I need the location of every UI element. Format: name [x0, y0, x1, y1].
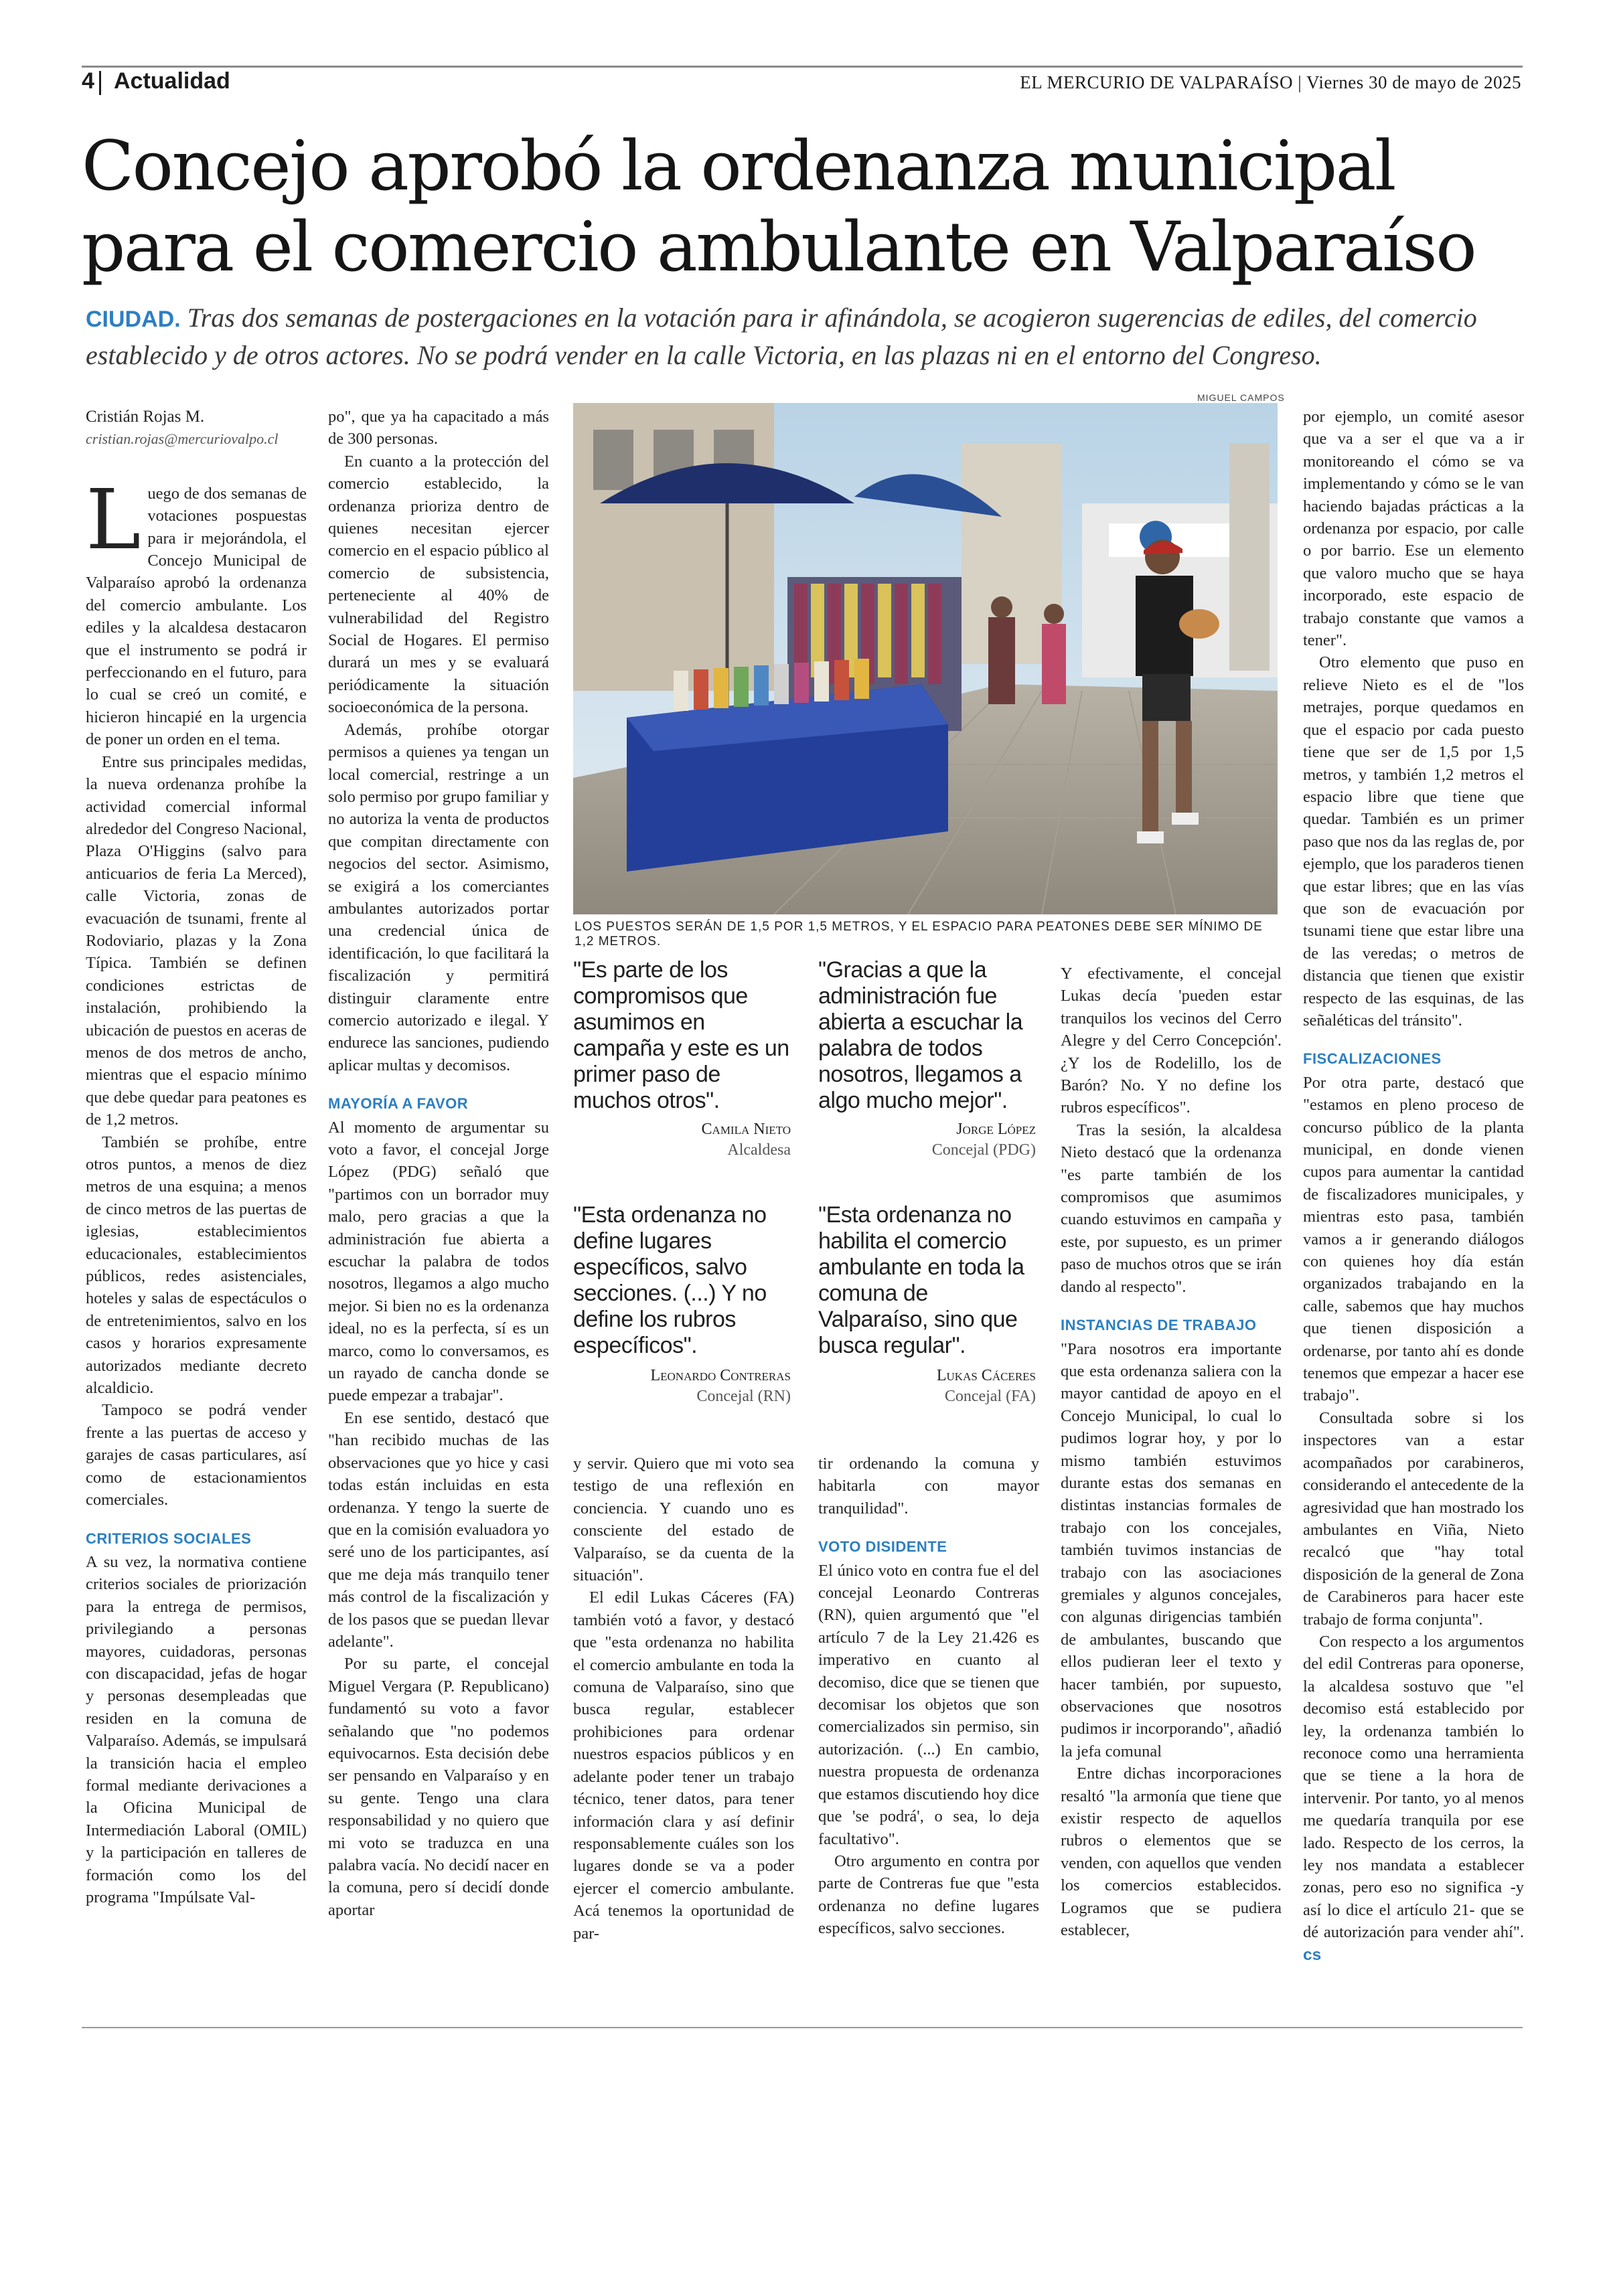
publication-dateline: EL MERCURIO DE VALPARAÍSO | Viernes 30 de mayo de 2025	[1020, 72, 1521, 92]
deck-kicker: CIUDAD.	[86, 307, 181, 332]
end-mark: cs	[1303, 1945, 1322, 1964]
quote-role: Concejal (RN)	[696, 1388, 791, 1405]
paragraph: Por su parte, el concejal Miguel Vergara (P. Republicano) fundamentó su voto a favor señalando que "no podemos equivocarnos. Esta decisión debe ser pensando en Valparaíso y en su gente. Tengo una clara responsabilidad y no quiero que mi voto se traduzca en una palabra vacía. No decidí nacer en la comuna, pero sí decidí donde aportar	[328, 1655, 549, 1919]
column-6	[1303, 406, 1524, 1966]
paragraph: Consultada sobre si los inspectores van a estar acompañados por carabineros, considerando el antecedente de la agresividad que han mostrado los ambulantes en Viña, Nieto recalcó que "hay total disposición de la general de Zona de Carabineros para hacer este trabajo de forma conjunta".	[1303, 1408, 1524, 1629]
byline-email: cristian.rojas@mercuriovalpo.cl	[86, 430, 279, 448]
paragraph: Tampoco se podrá vender frente a las puertas de acceso y garajes de casas particulares, así como de estacionamientos comerciales.	[86, 1401, 307, 1509]
street-vendors-photo	[573, 403, 1278, 914]
quote-role: Alcaldesa	[727, 1141, 791, 1159]
column-1	[86, 406, 307, 1908]
paragraph: tir ordenando la comuna y habitarla con mayor tranquilidad".	[818, 1455, 1039, 1518]
subhead-criterios-sociales: CRITERIOS SOCIALES	[86, 1530, 252, 1547]
paragraph: Entre sus principales medidas, la nueva ordenanza prohíbe la actividad comercial informal alrededor del Congreso Nacional, Plaza O'Higgins (salvo para anticuarios de feria La Merced), calle Victoria, zonas de evacuación de tsunami, frente al Rodoviario, plazas y la Zona Típica. También se definen condiciones estrictas de instalación, prohibiendo la ubicación de puestos en aceras de menos de dos metros de ancho, mientras que el espacio mínimo que debe quedar para peatones es de 1,2 metros.	[86, 752, 307, 1129]
paragraph: En cuanto a la protección del comercio establecido, la ordenanza prioriza dentro de quienes necesitan ejercer comercio en el espacio público al comercio de subsistencia, perteneciente al 40% de vulnerabilidad del Registro Social de Hogares. El permiso durará un mes y se evaluará periódicamente la situación socioeconómica de la persona.	[328, 452, 549, 717]
photo-credit: MIGUEL CAMPOS	[1197, 392, 1285, 403]
column-2	[328, 406, 549, 1921]
deck-text: Tras dos semanas de postergaciones en la votación para ir afinándola, se acogieron sugerencias de ediles, del comercio establecido y de otros actores. No se podrá vender en la calle Victoria, en las plazas ni en el entorno del Congreso.	[86, 303, 1477, 370]
pull-quote-4-attribution	[818, 1366, 1036, 1407]
subhead-fiscalizaciones: FISCALIZACIONES	[1303, 1050, 1442, 1068]
paragraph: Otro elemento que puso en relieve Nieto es el de "los metrajes, porque quedamos en que el espacio por cada puesto tiene que ser de 1,5 por 1,5 metros, y también 1,2 metros el espacio libre que tiene que quedar. También es un primer paso que nos da las reglas de, por ejemplo, que los paraderos tienen que estar libres; que en las vías que son de evacuación por tsunami tiene que estar libre una de las veredas; o metros de distancia que tienen que existir respecto de las esquinas, de las señaléticas del tránsito".	[1303, 653, 1524, 1030]
footer-rule	[82, 2027, 1523, 2028]
paragraph: "Para nosotros era importante que esta ordenanza saliera con la mayor cantidad de apoyo en el Concejo Municipal, lo cual lo pudimos lograr hoy, y por lo mismo también estuvimos durante estas dos semanas en distintas instancias formales de trabajo con los concejales, también tuvimos instancias de trabajo con las asociaciones gremiales y algunos concejales, con algunas dirigencias también de ambulantes, buscando que ellos pudieran leer el texto y hacer también, por supuesto, observaciones que nosotros pudimos ir incorporando", añadió la jefa comunal	[1061, 1339, 1282, 1760]
paragraph: Al momento de argumentar su voto a favor, el concejal Jorge López (PDG) señaló que "partimos con un borrador muy malo, pero gracias a que la administración fue abierta a escuchar la palabra de todos nosotros, llegamos a algo mucho mejor. Si bien no es la ordenanza ideal, no es la perfecta, sí es un marco, como lo conversamos, es un rayado de cancha donde se puede empezar a trabajar".	[328, 1118, 549, 1405]
quote-name: Leonardo Contreras	[650, 1367, 791, 1384]
paragraph: También se prohíbe, entre otros puntos, a menos de diez metros de una esquina; a menos de cinco metros de las puertas de iglesias, establecimientos educacionales, establecimientos públicos, redes asistenciales, hoteles y salas de espectáculos o de entretenimientos, salvo en los casos y horarios expresamente autorizados mediante decreto alcaldicio.	[86, 1133, 307, 1398]
paragraph: A su vez, la normativa contiene criterios sociales de priorización para la entrega de permisos, privilegiando a personas mayores, cuidadoras, personas con discapacidad, jefas de hogar y personas desempleadas que residen en la comuna de Valparaíso. Además, se impulsará la transición hacia el empleo formal mediante derivaciones a la Oficina Municipal de Intermediación Laboral (OMIL) y la participación en talleres de formación como los del programa "Impúlsate Val-	[86, 1552, 307, 1906]
photo-caption: LOS PUESTOS SERÁN DE 1,5 POR 1,5 METROS, Y EL ESPACIO PARA PEATONES DEBE SER MÍNIMO DE 1,2 METROS.	[575, 920, 1263, 949]
quote-name: Camila Nieto	[701, 1121, 791, 1138]
paragraph: po", que ya ha capacitado a más de 300 personas.	[328, 408, 549, 448]
pull-quote-2-attribution	[818, 1119, 1036, 1161]
pull-quote-3: "Esta ordenanza no define lugares específicos, salvo secciones. (...) Y no define los rubros específicos".	[573, 1202, 767, 1358]
pull-quote-3-attribution	[573, 1366, 791, 1407]
quote-role: Concejal (PDG)	[931, 1141, 1036, 1159]
headline: Concejo aprobó la ordenanza municipal para el comercio ambulante en Valparaíso	[82, 127, 1476, 287]
photo-illustration	[573, 403, 1278, 914]
byline-author: Cristián Rojas M.	[86, 408, 205, 426]
section-name: Actualidad	[114, 68, 230, 94]
lead-paragraph: Luego de dos semanas de votaciones pospuestas para ir mejorándola, el Concejo Municipal de Valparaíso aprobó la ordenanza del comercio ambulante. Los ediles y la alcaldesa destacaron que el instrumento se podrá ir perfeccionando en el futuro, para lo cual se creó un comité, e hicieron hincapié en la urgencia de poner un orden en el tema.	[86, 471, 307, 749]
paragraph: Por otra parte, destacó que "estamos en pleno proceso de concurso público de la planta municipal, en donde vienen cupos para aumentar la cantidad de fiscalizadores municipales, y mientras esto pasa, también vamos a ir generando diálogos con quienes hoy día están organizados trabajando en la calle, sabemos que hay muchos que tienen disposición a ordenarse, por tanto ahí es donde tenemos que empezar a hacer ese trabajo".	[1303, 1073, 1524, 1405]
column-3	[573, 1453, 794, 1945]
paragraph: El edil Lukas Cáceres (FA) también votó a favor, y destacó que "esta ordenanza no habilita el comercio ambulante en toda la comuna de Valparaíso, sino que busca regular, establecer prohibiciones para ordenar nuestros espacios públicos y en adelante poder tener un trabajo técnico, tener datos, para tener información clara y así definir responsablemente cuáles son los lugares donde se va a poder ejercer el comercio ambulante. Acá tenemos la oportunidad de par-	[573, 1588, 794, 1943]
pull-quote-1: "Es parte de los compromisos que asumimos en campaña y este es un primer paso de muchos otros".	[573, 957, 789, 1113]
column-4	[818, 1453, 1039, 1940]
paragraph: En ese sentido, destacó que "han recibido muchas de las observaciones que yo hice y casi todas están incluidas en esta ordenanza. Y tengo la suerte de que en la comisión evaluadora yo seré uno de los participantes, así que me deja más tranquilo tener más control de la fiscalización y de los pasos que se puedan llevar adelante".	[328, 1408, 549, 1651]
paragraph: y servir. Quiero que mi voto sea testigo de una reflexión en conciencia. Y cuando uno es consciente del estado de Valparaíso, se da cuenta de la situación".	[573, 1455, 794, 1585]
paragraph: Y efectivamente, el concejal Lukas decía 'pueden estar tranquilos los vecinos del Cerro Alegre y del Cerro Concepción'. ¿Y los de Rodelillo, los de Barón? No. Y no define los rubros específicos".	[1061, 965, 1282, 1117]
subhead-voto-disidente: VOTO DISIDENTE	[818, 1538, 947, 1556]
drop-cap: L	[86, 471, 141, 568]
pull-quote-4: "Esta ordenanza no habilita el comercio ambulante en toda la comuna de Valparaíso, sino que busca regular".	[818, 1202, 1024, 1358]
paragraph: Con respecto a los argumentos del edil Contreras para oponerse, la alcaldesa sostuvo que "el decomiso está establecido por ley, la ordenanza también lo reconoce como una herramienta que se tiene a la hora de intervenir. Por tanto, yo al menos me quedaría tranquila por ese lado. Respecto de los cerros, la ley nos mandata a establecer zonas, pero eso no significa -y así lo dice el artículo 21- que se dé autorización para vender ahí". cs	[1303, 1632, 1524, 1964]
subhead-mayoria-a-favor: MAYORÍA A FAVOR	[328, 1095, 469, 1113]
pull-quote-2: "Gracias a que la administración fue abierta a escuchar la palabra de todos nosotros, llegamos a algo mucho mejor".	[818, 957, 1023, 1113]
paragraph: Entre dichas incorporaciones resaltó "la armonía que tiene que existir respecto de aquellos rubros o elementos que se venden, con aquellos que venden los comercios establecidos. Logramos que se pudiera establecer,	[1061, 1765, 1282, 1940]
paragraph: Además, prohíbe otorgar permisos a quienes ya tengan un local comercial, restringe a un solo permiso por grupo familiar y no autoriza la venta de productos que compitan directamente con negocios del sector. Asimismo, se exigirá a los comerciantes ambulantes autorizados portar una credencial única de identificación, lo que facilitará la fiscalización y permitirá distinguir claramente entre comercio autorizado e ilegal. Y endurece las sanciones, pudiendo aplicar multas y decomisos.	[328, 720, 550, 1074]
page-number: 4	[82, 68, 94, 94]
quote-role: Concejal (FA)	[944, 1388, 1036, 1405]
column-5	[1061, 963, 1282, 1941]
paragraph: Otro argumento en contra por parte de Contreras fue que "esta ordenanza no define lugares específicos, salvo secciones.	[818, 1852, 1039, 1938]
quote-name: Jorge López	[956, 1121, 1036, 1138]
paragraph: por ejemplo, un comité asesor que va a ser el que va a ir monitoreando el cómo se va implementando y cómo se le van haciendo bajadas prácticas a la ordenanza por espacio, por calle o por barrio. Ese un elemento que valoro mucho que se haya incorporado, este espacio de trabajo constante que vamos a tener".	[1303, 408, 1524, 650]
subhead-instancias-de-trabajo: INSTANCIAS DE TRABAJO	[1061, 1317, 1257, 1334]
quote-name: Lukas Cáceres	[936, 1367, 1036, 1384]
header-separator	[99, 71, 101, 95]
pull-quote-1-attribution	[573, 1119, 791, 1161]
deck	[86, 300, 1532, 373]
paragraph: El único voto en contra fue el del concejal Leonardo Contreras (RN), quien argumentó que "el artículo 7 de la Ley 21.426 es imperativo en cuanto al decomiso, dice que se tienen que decomisar los objetos que son comercializados sin permiso, sin autorización. (...) En cambio, nuestra propuesta de ordenanza que estamos discutiendo hoy dice que 'se podrá', o sea, lo deja facultativo".	[818, 1561, 1039, 1848]
header-rule	[82, 66, 1523, 68]
paragraph: Tras la sesión, la alcaldesa Nieto destacó que la ordenanza "es parte también de los compromisos que asumimos cuando estuvimos en campaña y este, por supuesto, es un primer paso de muchos otros que se irán dando al respecto".	[1061, 1121, 1282, 1296]
